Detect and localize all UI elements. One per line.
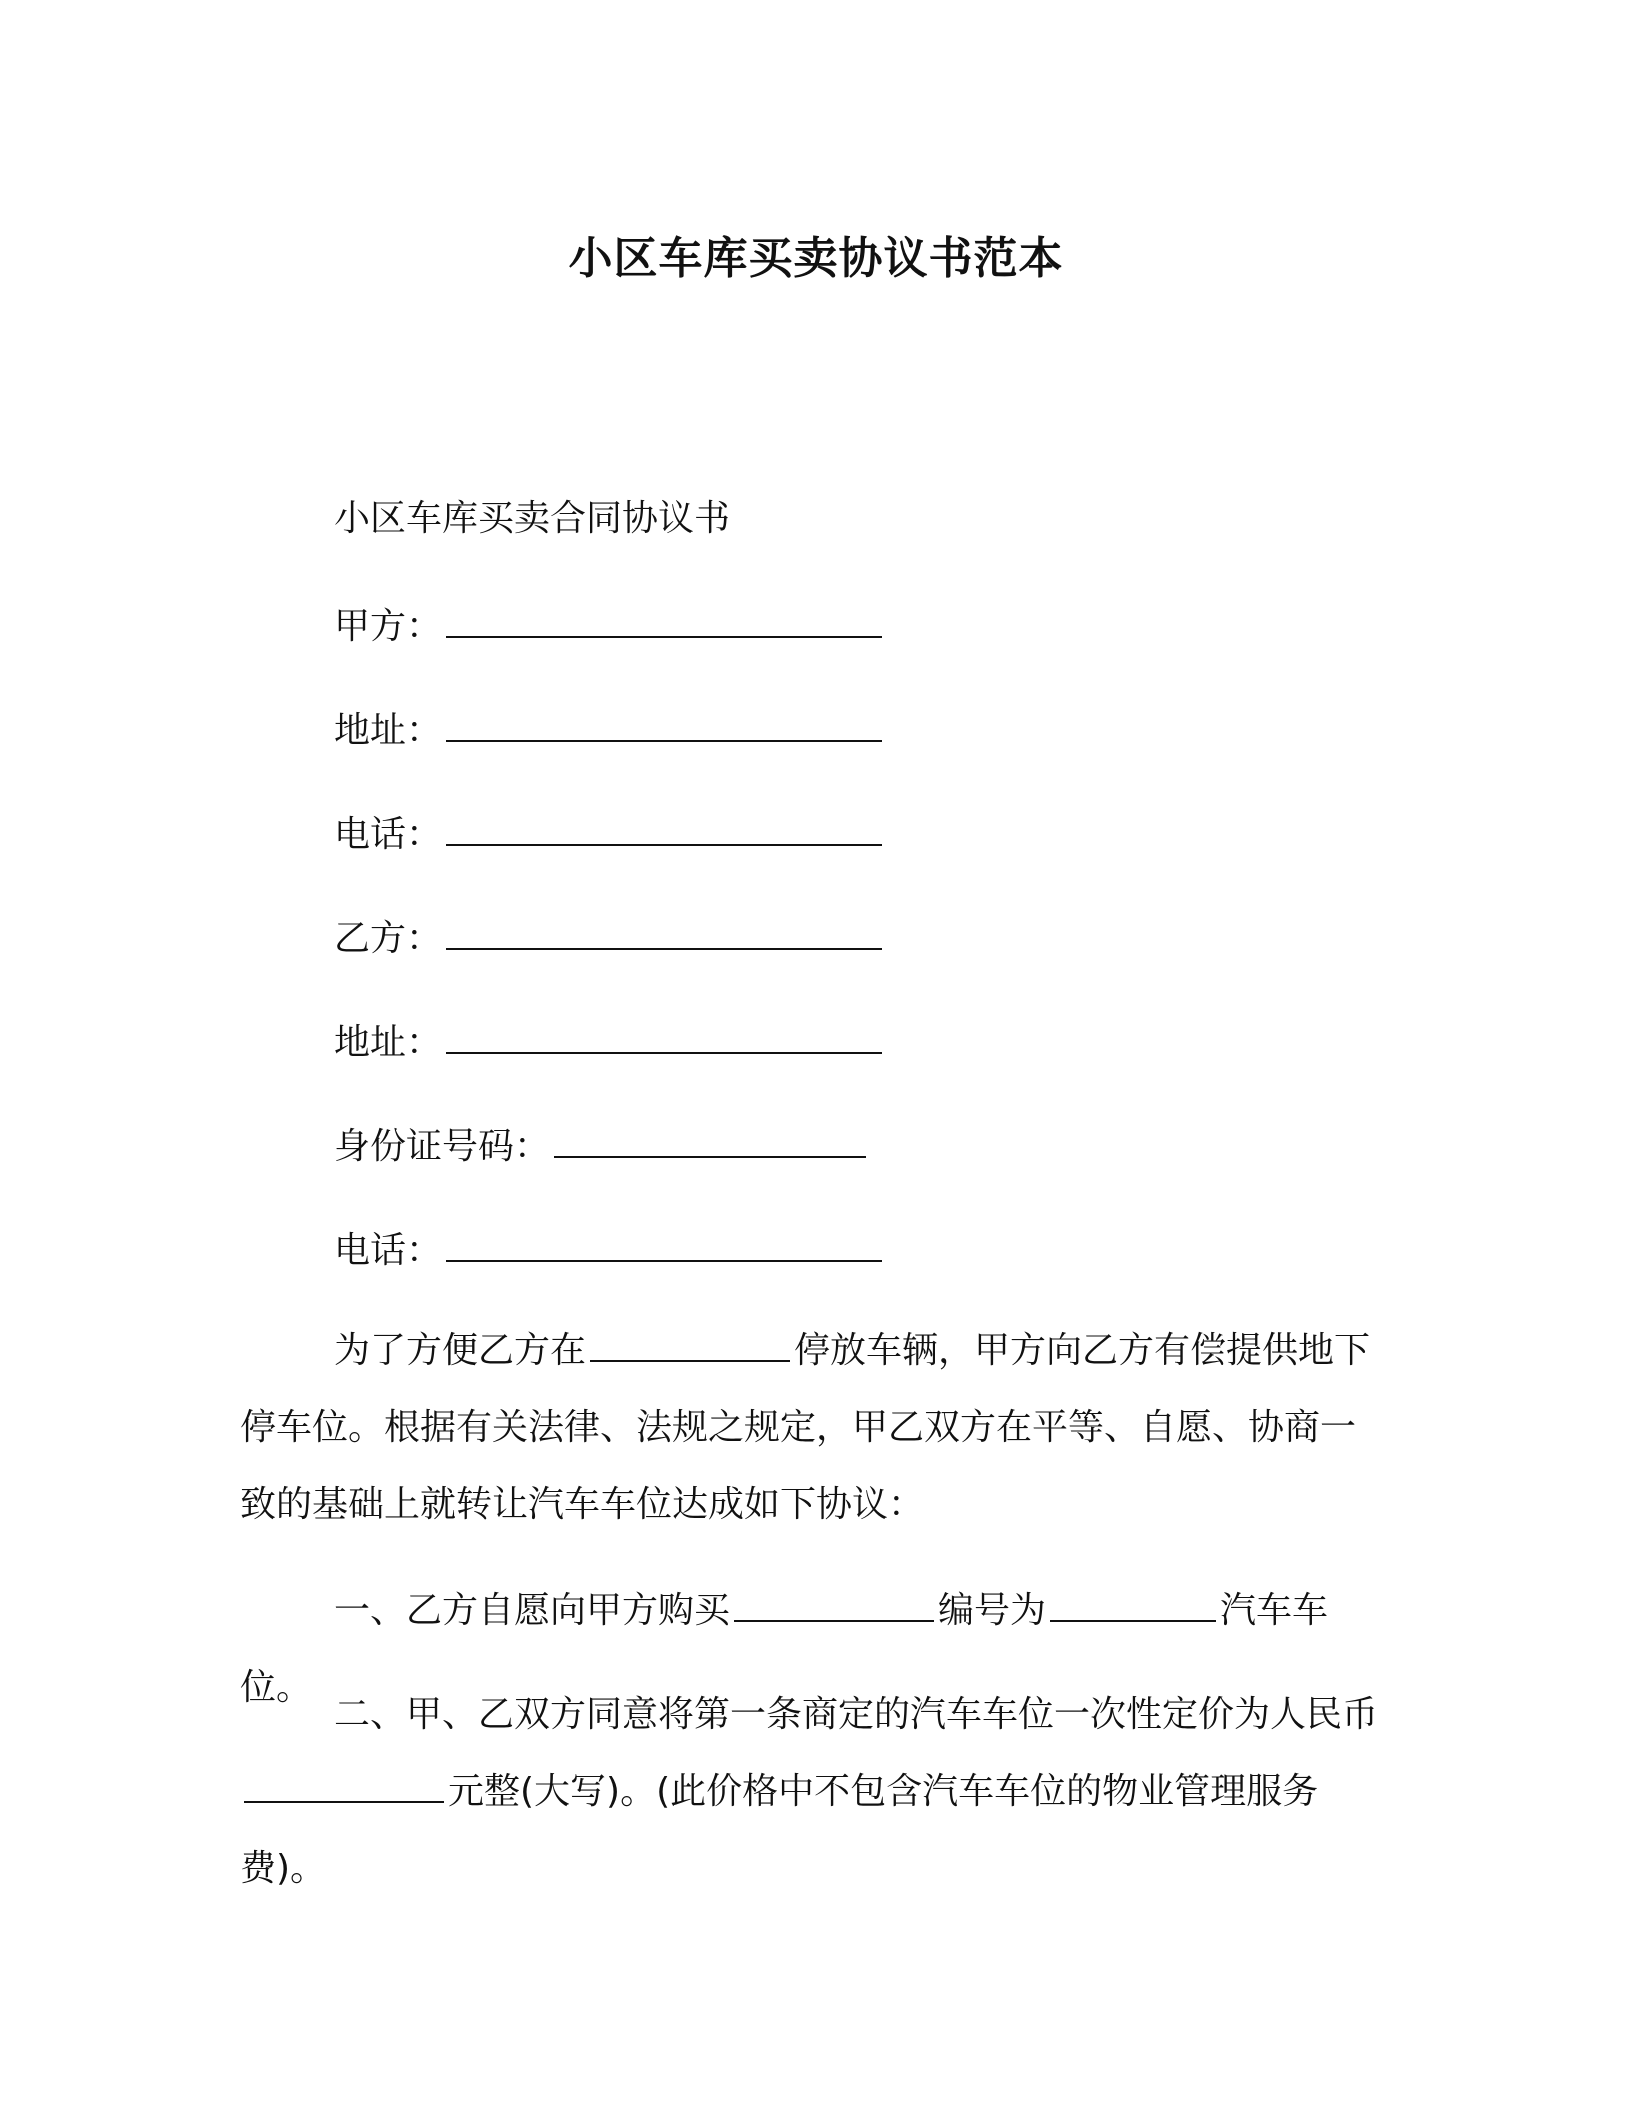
phone-a-label: 电话： — [334, 814, 443, 855]
clause-2-paragraph — [240, 1676, 1390, 1907]
phone-b-label: 电话： — [334, 1230, 443, 1271]
intro-text-1: 为了方便乙方在 — [334, 1330, 587, 1371]
party-a-label: 甲方： — [334, 606, 443, 647]
phone-b-blank[interactable] — [446, 1220, 882, 1262]
party-b-blank[interactable] — [446, 908, 882, 950]
address-b-label: 地址： — [334, 1022, 443, 1063]
clause-1-text-3: 汽车车位。 — [240, 1590, 1329, 1708]
parking-location-blank[interactable] — [590, 1320, 790, 1362]
address-a-field — [334, 700, 882, 756]
address-a-label: 地址： — [334, 710, 443, 751]
party-a-blank[interactable] — [446, 596, 882, 638]
address-a-blank[interactable] — [446, 700, 882, 742]
clause-1-location-blank[interactable] — [734, 1580, 934, 1622]
contract-subtitle: 小区车库买卖合同协议书 — [334, 498, 731, 539]
clause-2-text-2: 元整(大写)。(此价格中不包含汽车车位的物业管理服务费)。 — [240, 1771, 1319, 1889]
id-number-label: 身份证号码： — [334, 1126, 551, 1167]
party-b-label: 乙方： — [334, 918, 443, 959]
id-number-field — [334, 1116, 866, 1172]
clause-2-text-1: 二、甲、乙双方同意将第一条商定的汽车车位一次性定价为人民币 — [334, 1694, 1379, 1735]
party-a-field — [334, 596, 882, 652]
intro-paragraph — [240, 1312, 1390, 1543]
id-number-blank[interactable] — [554, 1116, 866, 1158]
address-b-field — [334, 1012, 882, 1068]
clause-1-text-1: 一、乙方自愿向甲方购买 — [334, 1590, 731, 1631]
address-b-blank[interactable] — [446, 1012, 882, 1054]
price-blank[interactable] — [244, 1761, 444, 1803]
parking-number-blank[interactable] — [1050, 1580, 1216, 1622]
document-title: 小区车库买卖协议书范本 — [568, 233, 1064, 284]
party-b-field — [334, 908, 882, 964]
intro-text-2: 停放车辆，甲方向乙方有偿提供地下停车位。根据有关法律、法规之规定，甲乙双方在平等、自愿、协商一致的基础上就转让汽车车位达成如下协议： — [240, 1330, 1371, 1525]
phone-b-field — [334, 1220, 882, 1276]
phone-a-blank[interactable] — [446, 804, 882, 846]
phone-a-field — [334, 804, 882, 860]
clause-1-text-2: 编号为 — [938, 1590, 1047, 1631]
